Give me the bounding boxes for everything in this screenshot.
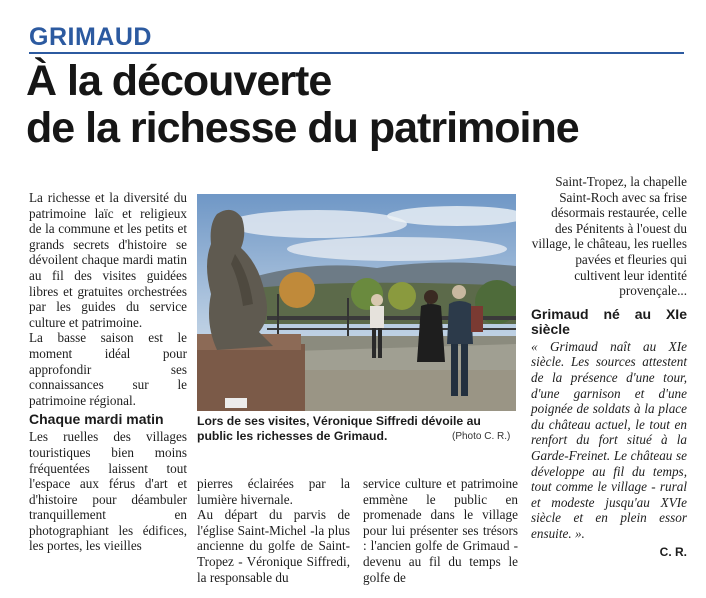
header-rule [29, 52, 684, 54]
body-paragraph: Au départ du parvis de l'église Saint-Michel -la plus ancienne du golfe de Saint-Tropez - Véronique Siffredi, la responsable du [197, 507, 350, 585]
photo-caption: Lors de ses visites, Véronique Siffredi dévoile au public les richesses de Grimaud. [197, 414, 481, 443]
photo-illustration [197, 194, 516, 411]
photo-credit: (Photo C. R.) [452, 431, 511, 442]
subhead-chaque-mardi: Chaque mardi matin [29, 411, 164, 428]
article-photo [197, 194, 516, 411]
subhead-grimaud-ne: Grimaud né au XIe siècle [531, 305, 687, 337]
author-signature: C. R. [659, 545, 687, 560]
headline-line-2: de la richesse du patrimoine [26, 104, 579, 152]
body-paragraph: pierres éclairées par la lumière hivernale. [197, 476, 350, 507]
column-1 [29, 190, 187, 554]
section-kicker: GRIMAUD [29, 23, 152, 51]
column-2 [197, 476, 350, 585]
column-4 [531, 174, 687, 561]
column-3 [363, 476, 518, 585]
body-paragraph: service culture et patrimoine emmène le public en promenade dans le village pour lui présenter ses trésors : l'ancien golfe de Grimaud - devenu au fil du temps le golfe de [363, 476, 518, 585]
intro-paragraph-1: La richesse et la diversité du patrimoine laïc et religieux de la commune et les petits et grands secrets d'histoire se dévoilent chaque mardi matin au fil des visites guidées libres et gratuites orchestrées par les guides du service culture et patrimoine. [29, 190, 187, 330]
body-paragraph: Saint-Tropez, la chapelle Saint-Roch avec sa frise désormais restaurée, celle des Pénitents à l'ouest du village, le château, les ruelles pavées et fleuries qui cultivent leur identité provençale... [531, 174, 687, 299]
body-paragraph: Les ruelles des villages touristiques bien moins fréquentées laissent tout l'espace aux férus d'art et d'histoire pour déambuler tranquillement en photographiant les édifices, les portes, les vieilles [29, 429, 187, 554]
article-headline [26, 58, 696, 152]
history-quote: « Grimaud naît au XIe siècle. Les sources attestent de la présence d'une tour, d'une garnison et d'une poignée de soldats à la place du château actuel, le tout en renfort du fort situé à la Garde-Freinet. Le château se développe au fil du temps, tout comme le village - rural et modeste jusqu'au XVIe siècle et en plein essor ensuite. ». [531, 338, 687, 541]
headline-line-1: À la découverte [26, 57, 332, 105]
intro-paragraph-2: La basse saison est le moment idéal pour approfondir ses connaissances sur le patrimoine régional. [29, 330, 187, 408]
